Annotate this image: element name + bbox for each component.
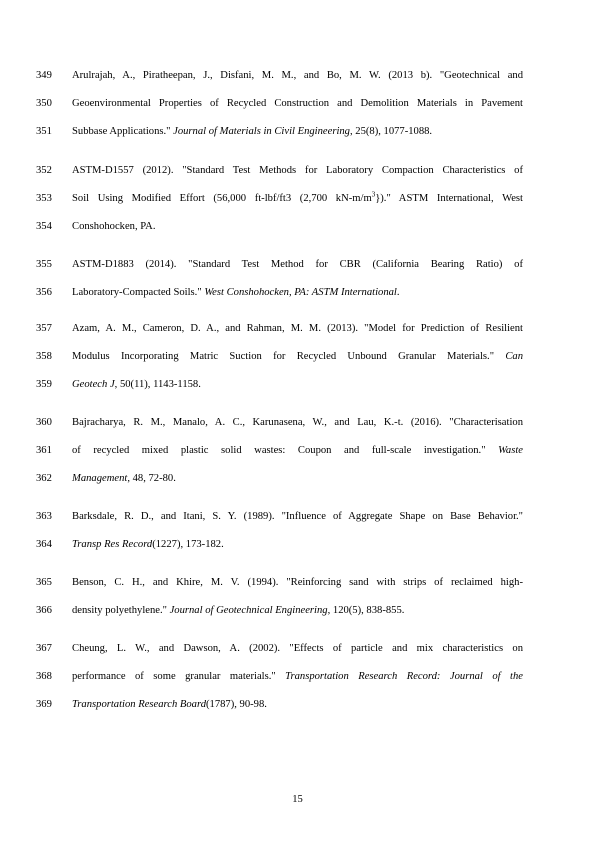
line-number: 353 xyxy=(36,193,52,204)
reference-line xyxy=(0,473,595,501)
italic-text: Journal of Materials in Civil Engineering xyxy=(173,126,350,137)
text-segment: (1227), 173-182. xyxy=(152,539,224,550)
reference-line xyxy=(0,98,595,126)
line-number: 350 xyxy=(36,98,52,109)
text-segment: ASTM-D1883 (2014). "Standard Test Method for CBR (California Bearing Ratio) of xyxy=(72,259,523,270)
line-number: 367 xyxy=(36,643,52,654)
reference-line xyxy=(0,323,595,351)
text-segment: Bajracharya, R. M., Manalo, A. C., Karunasena, W., and Lau, K.-t. (2016). "Characterisation xyxy=(72,417,523,428)
text-segment: , 120(5), 838-855. xyxy=(327,605,405,616)
line-number: 352 xyxy=(36,165,52,176)
text-segment: performance of some granular materials." xyxy=(72,671,286,682)
page-number: 15 xyxy=(292,794,303,805)
reference-line xyxy=(0,287,595,315)
line-number: 359 xyxy=(36,379,52,390)
reference-text xyxy=(72,511,523,523)
reference-line xyxy=(0,417,595,445)
reference-text xyxy=(72,379,523,391)
reference-line xyxy=(0,539,595,567)
line-number: 369 xyxy=(36,699,52,710)
reference-text xyxy=(72,577,523,589)
italic-text: Journal of Geotechnical Engineering xyxy=(169,605,328,616)
reference-line xyxy=(0,445,595,473)
italic-text: Can xyxy=(505,351,523,362)
reference-text xyxy=(72,699,523,711)
reference-line xyxy=(0,190,595,221)
reference-text xyxy=(72,98,523,110)
reference-line xyxy=(0,699,595,727)
reference-text xyxy=(72,643,523,655)
line-number: 368 xyxy=(36,671,52,682)
reference-line xyxy=(0,126,595,154)
reference-text xyxy=(72,445,523,457)
text-segment: (1787), 90-98. xyxy=(206,699,267,710)
reference-text xyxy=(72,190,523,205)
text-segment: . xyxy=(396,287,400,298)
reference-line xyxy=(0,379,595,407)
text-segment: ASTM-D1557 (2012). "Standard Test Methods for Laboratory Compaction Characteristics of xyxy=(72,165,523,176)
text-segment: })." ASTM International, West xyxy=(375,193,523,204)
italic-text: Geotech J xyxy=(72,379,115,390)
line-number: 362 xyxy=(36,473,52,484)
text-segment: , 25(8), 1077-1088. xyxy=(349,126,433,137)
text-segment: , 48, 72-80. xyxy=(127,473,176,484)
reference-text xyxy=(72,259,523,271)
text-segment: Arulrajah, A., Piratheepan, J., Disfani, M. M., and Bo, M. W. (2013 b). "Geotechnical and xyxy=(72,70,523,81)
italic-text: Transportation Research Board xyxy=(72,699,206,710)
line-number: 349 xyxy=(36,70,52,81)
italic-text: Transp Res Record xyxy=(72,539,153,550)
text-segment: Barksdale, R. D., and Itani, S. Y. (1989). "Influence of Aggregate Shape on Base Behavior." xyxy=(72,511,523,522)
text-segment: Geoenvironmental Properties of Recycled Construction and Demolition Materials in Pavement xyxy=(72,98,523,109)
reference-line xyxy=(0,70,595,98)
line-number: 363 xyxy=(36,511,52,522)
reference-text xyxy=(72,473,523,485)
reference-line xyxy=(0,221,595,249)
reference-text xyxy=(72,539,523,551)
reference-text xyxy=(72,221,523,233)
reference-line xyxy=(0,351,595,379)
reference-text xyxy=(72,126,523,138)
reference-line xyxy=(0,643,595,671)
line-number: 358 xyxy=(36,351,52,362)
line-number: 360 xyxy=(36,417,52,428)
reference-text xyxy=(72,417,523,429)
italic-text: Transportation Research Record: Journal of the xyxy=(285,671,524,682)
line-number: 356 xyxy=(36,287,52,298)
reference-line xyxy=(0,671,595,699)
text-segment: of recycled mixed plastic solid wastes: Coupon and full-scale investigation." xyxy=(72,445,499,456)
reference-text xyxy=(72,287,523,299)
text-segment: Benson, C. H., and Khire, M. V. (1994). "Reinforcing sand with strips of reclaimed high- xyxy=(72,577,523,588)
reference-line xyxy=(0,511,595,539)
reference-text xyxy=(72,671,523,683)
line-number: 365 xyxy=(36,577,52,588)
italic-text: Waste xyxy=(498,445,523,456)
text-segment: Conshohocken, PA. xyxy=(72,221,156,232)
line-number: 354 xyxy=(36,221,52,232)
text-segment: , 50(11), 1143-1158. xyxy=(114,379,201,390)
text-segment: Azam, A. M., Cameron, D. A., and Rahman, M. M. (2013). "Model for Prediction of Resilient xyxy=(72,323,523,334)
text-segment: Cheung, L. W., and Dawson, A. (2002). "Effects of particle and mix characteristics on xyxy=(72,643,523,654)
reference-text xyxy=(72,323,523,335)
reference-line xyxy=(0,259,595,287)
text-segment: 3 xyxy=(371,190,376,199)
reference-line xyxy=(0,577,595,605)
line-number: 357 xyxy=(36,323,52,334)
line-number: 366 xyxy=(36,605,52,616)
reference-text xyxy=(72,165,523,177)
reference-text xyxy=(72,605,523,617)
italic-text: West Conshohocken, PA: ASTM International xyxy=(204,287,397,298)
line-number: 361 xyxy=(36,445,52,456)
italic-text: Management xyxy=(72,473,128,484)
text-segment: Laboratory-Compacted Soils." xyxy=(72,287,205,298)
text-segment: Modulus Incorporating Matric Suction for Recycled Unbound Granular Materials." xyxy=(72,351,506,362)
line-number: 364 xyxy=(36,539,52,550)
line-number: 355 xyxy=(36,259,52,270)
text-segment: Subbase Applications." xyxy=(72,126,174,137)
reference-line xyxy=(0,165,595,193)
text-segment: Soil Using Modified Effort (56,000 ft-lbf/ft3 (2,700 kN-m/m xyxy=(72,193,372,204)
line-number: 351 xyxy=(36,126,52,137)
text-segment: density polyethylene." xyxy=(72,605,170,616)
reference-text xyxy=(72,70,523,82)
reference-text xyxy=(72,351,523,363)
reference-line xyxy=(0,605,595,633)
